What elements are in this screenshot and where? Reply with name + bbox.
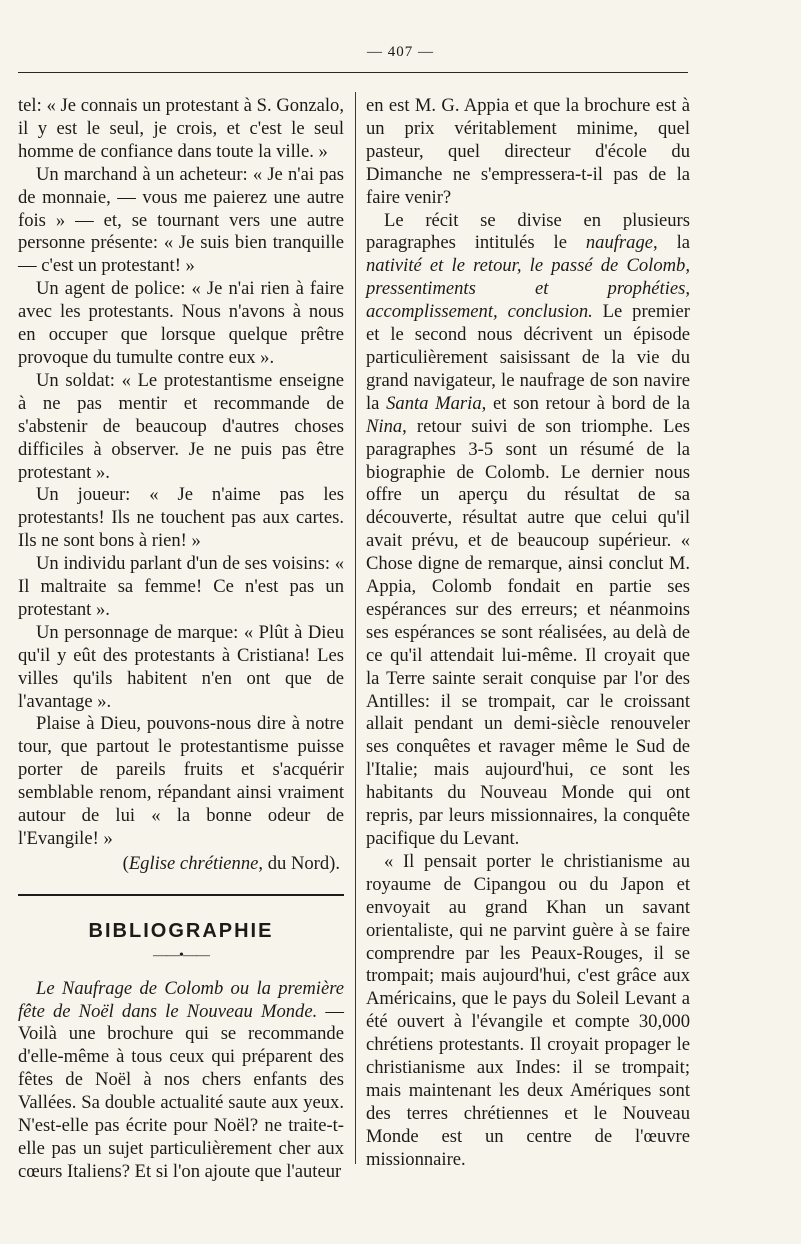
ornament-divider: ——•—— (153, 947, 209, 963)
ship-name: Santa Maria (386, 392, 482, 414)
text-span: , retour suivi de son triomphe. Les paragraphes 3-5 sont un résumé de la biographie de Colomb. Le dernier nous offre un aperçu du résultat de sa découverte, résultat autre que celui qu'il avait prévu, et de beaucoup supérieur. « Chose digne de remarque, ainsi conclut M. Appia, Colomb fondait en partie ses espérances sur des erreurs; et néanmoins ses espérances se sont réalisées, au delà de ce qu'il attendait lui-même. Il croyait que la Terre sainte serait conquise par l'or des Antilles: il se trompait, car le croissant allait pendant un demi-siècle renouveler ses conquêtes et ravager même le Sud de l'Italie; mais aujourd'hui, ce sont les habitants du Nouveau Monde qui ont repris, par leurs missionnaires, la conquête pacifique du Levant. (366, 415, 690, 849)
text-span: Le récit se divise en plusieurs paragraphes intitulés le (366, 209, 690, 254)
paragraph-structure (366, 210, 690, 851)
paragraph-personage: Un personnage de marque: « Plût à Dieu qu'il y eût des protestants à Cristiana! Les villes qu'ils habitent n'en ont que de l'avantage ». (18, 621, 344, 712)
source-tail: , du Nord). (258, 852, 340, 874)
paragraph-christianity: « Il pensait porter le christianisme au royaume de Cipangou ou du Japon et envoyait au grand Khan un savant orientaliste, qui ne parvint guère à se faire comprendre par les Peaux-Rouges, il se trompait; mais aujourd'hui, c'est grâce aux Américains, que le pays du Soleil Levant a été ouvert à l'évangile et compte 30,000 chrétiens protestants. Il croyait propager le christianisme aux Indes: il se trompait; mais maintenant les deux Amériques sont des terres chrétiennes et le Nouveau Monde est un centre de l'œuvre missionnaire. (366, 850, 690, 1170)
source-signature: (Eglise chrétienne, du Nord). (122, 852, 340, 874)
left-column (18, 95, 344, 1184)
section-heading: BIBLIOGRAPHIE (88, 919, 274, 942)
text-span: , la (653, 232, 690, 254)
paragraph-wish: Plaise à Dieu, pouvons-nous dire à notre tour, que partout le protestantisme puisse porter de pareils fruits et s'acquérir semblable renom, répandant ainsi vraiment autour de lui « la bonne odeur de l'Evangile! » (18, 713, 344, 849)
book-title: Le Naufrage de Colomb ou la première fête de Noël dans le Nouveau Monde. (18, 977, 344, 1022)
section-rule (18, 894, 344, 896)
paragraph-police: Un agent de police: « Je n'ai rien à faire avec les protestants. Nous n'avons à nous en occuper que lorsque quelque prêtre provoque du tumulte contre eux ». (18, 278, 344, 368)
text-span: , et son retour à bord de la (481, 392, 690, 414)
paragraph-merchant: Un marchand à un acheteur: « Je n'ai pas de monnaie, — vous me paierez une autre fois » — et, se tournant vers une autre personne présente: « Je suis bien tranquille — c'est un protestant! » (18, 163, 344, 277)
header-rule (18, 72, 688, 73)
page-number: — 407 — (367, 44, 434, 60)
ship-name: Nina (366, 415, 403, 437)
italic-span: nativité et le retour, le passé de Colomb, pressentiments et prophéties, accomplissement, conclusion. (366, 255, 690, 323)
source-title: Eglise chrétienne (128, 852, 259, 874)
column-divider (355, 92, 356, 1164)
paragraph-individual: Un individu parlant d'un de ses voisins: « Il maltraite sa femme! Ce n'est pas un protestant ». (18, 553, 344, 620)
paragraph-continued: tel: « Je connais un protestant à S. Gonzalo, il y est le seul, je crois, et c'est le seul homme de confiance dans toute la ville. » (18, 95, 344, 162)
bibliography-intro (18, 978, 344, 1184)
text-span: Le premier et le second nous décrivent un épisode particulièrement saisissant de la vie du grand navigateur, le naufrage de son navire la (366, 301, 690, 414)
right-column (366, 95, 690, 1172)
italic-span: naufrage (585, 232, 654, 254)
paragraph-player: Un joueur: « Je n'aime pas les protestants! Ils ne touchent pas aux cartes. Ils ne sont bons à rien! » (18, 484, 344, 552)
paragraph-soldier: Un soldat: « Le protestantisme enseigne à ne pas mentir et recommande de s'abstenir de beaucoup d'autres choses difficiles à observer. Je ne puis pas être protestant ». (18, 369, 344, 483)
paragraph-author: en est M. G. Appia et que la brochure est à un prix véritablement minime, quel pasteur, quel directeur d'école du Dimanche ne s'empressera-t-il pas de la faire venir? (366, 95, 690, 208)
bibliography-intro-text: — Voilà une brochure qui se recommande d'elle-même à tous ceux qui préparent des fêtes de Noël à nos chers enfants des Vallées. Sa double actualité saute aux yeux. N'est-elle pas écrite pour Noël? ne traite-t-elle pas un sujet particulièrement cher aux cœurs Italiens? Et si l'on ajoute que l'auteur (18, 1000, 344, 1182)
